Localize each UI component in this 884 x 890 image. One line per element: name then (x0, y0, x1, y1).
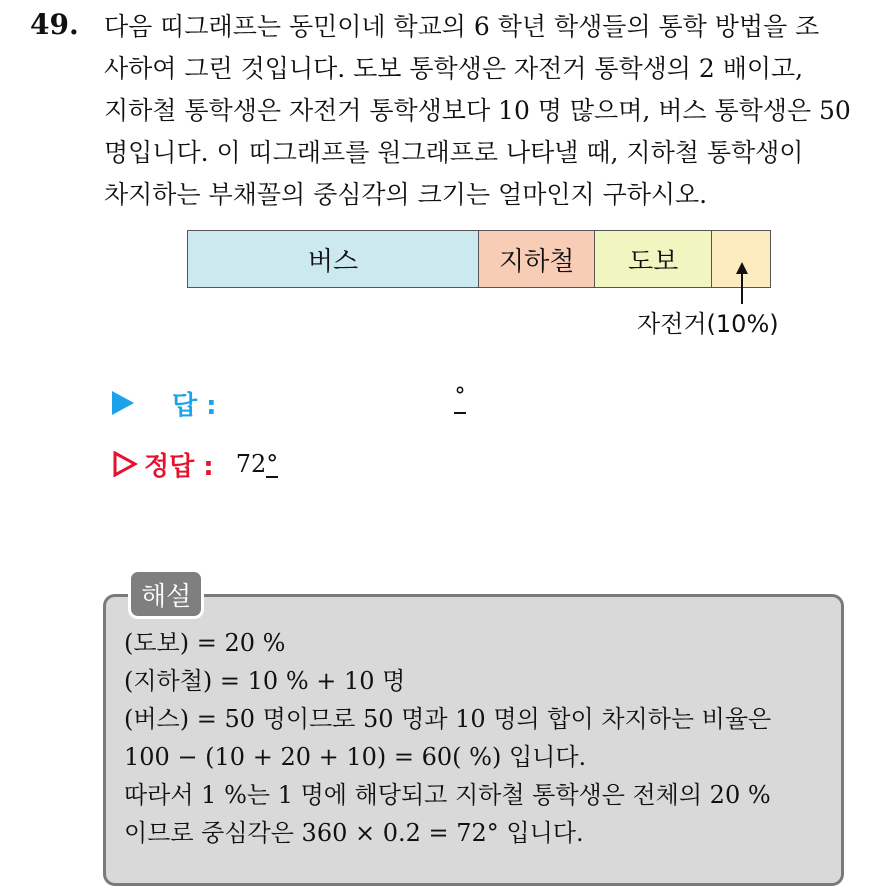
tape-segment-walk: 도보 (595, 231, 711, 287)
answer-blank[interactable]: ° (454, 382, 466, 414)
correct-answer-value (236, 450, 279, 478)
bicycle-label: 자전거(10%) (637, 310, 779, 338)
explanation-line: 따라서 1 %는 1 명에 해당되고 지하철 통학생은 전체의 20 % (124, 781, 771, 809)
explanation-line: 이므로 중심각은 360 × 0.2 = 72° 입니다. (124, 819, 584, 847)
question-line: 명입니다. 이 띠그래프를 원그래프로 나타낼 때, 지하철 통학생이 (104, 138, 804, 167)
question-line: 사하여 그린 것입니다. 도보 통학생은 자전거 통학생의 2 배이고, (104, 54, 804, 83)
explanation-tag: 해설 (128, 569, 204, 619)
correct-answer-number: 72 (235, 450, 267, 478)
degree-unit: ° (266, 450, 279, 478)
play-triangle-icon (112, 391, 134, 415)
answer-label: 답 : (172, 390, 217, 421)
arrow-up-icon (733, 262, 751, 304)
tape-segment-bus: 버스 (188, 231, 479, 287)
question-number: 49. (30, 8, 79, 41)
explanation-line: (버스) = 50 명이므로 50 명과 10 명의 합이 차지하는 비율은 (124, 705, 772, 733)
explanation-line: 100 − (10 + 20 + 10) = 60( %) 입니다. (124, 743, 587, 771)
explanation-line: (도보) = 20 % (124, 629, 286, 657)
answer-row (112, 386, 217, 420)
tape-segment-subway: 지하철 (479, 231, 595, 287)
outline-triangle-icon (112, 451, 138, 477)
question-line: 다음 띠그래프는 동민이네 학교의 6 학년 학생들의 통학 방법을 조 (104, 12, 820, 41)
explanation-line: (지하철) = 10 % + 10 명 (124, 667, 406, 695)
question-line: 차지하는 부채꼴의 중심각의 크기는 얼마인지 구하시오. (104, 180, 708, 209)
tape-graph (187, 230, 771, 288)
question-text (104, 6, 864, 216)
correct-answer-row (112, 446, 278, 482)
question-line: 지하철 통학생은 자전거 통학생보다 10 명 많으며, 버스 통학생은 50 (104, 96, 851, 125)
explanation-text (124, 624, 834, 852)
correct-answer-label: 정답 : (144, 451, 214, 482)
